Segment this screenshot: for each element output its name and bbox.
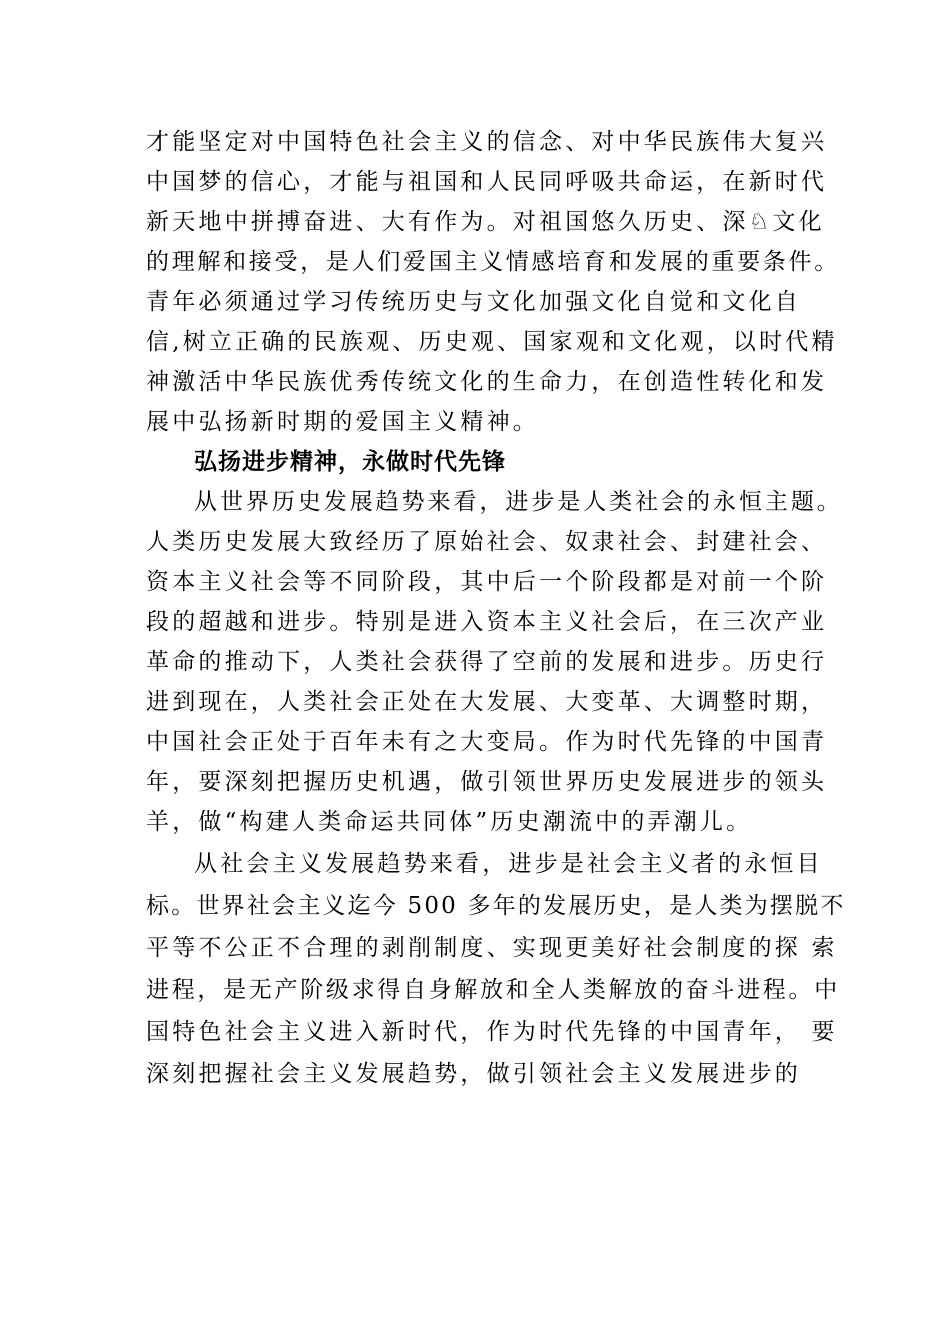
paragraph-3-line-3: 平等不公正不合理的剥削制度、实现更美好社会制度的探 索 — [146, 935, 838, 961]
paragraph-2-line-2: 人类历史发展大致经历了原始社会、奴隶社会、封建社会、 — [146, 529, 828, 555]
paragraph-1-line-4: 的理解和接受，是人们爱国主义情感培育和发展的重要条件。 — [146, 249, 840, 275]
paragraph-2-line-8: 年，要深刻把握历史机遇，做引领世界历史发展进步的领头 — [146, 769, 828, 795]
paragraph-1-line-2: 中国梦的信心，才能与祖国和人民同呼吸共命运，在新时代 — [146, 169, 828, 195]
paragraph-3-line-5: 国特色社会主义进入新时代，作为时代先锋的中国青年， 要 — [146, 1019, 838, 1045]
paragraph-1-line-8: 展中弘扬新时期的爱国主义精神。 — [146, 409, 539, 435]
paragraph-1-line-5: 青年必须通过学习传统历史与文化加强文化自觉和文化自 — [146, 289, 801, 315]
paragraph-3-line-6: 深刻把握社会主义发展趋势，做引领社会主义发展进步的 — [146, 1061, 801, 1087]
paragraph-2-line-4: 段的超越和进步。特别是进入资本主义社会后，在三次产业 — [146, 609, 828, 635]
paragraph-1-line-1: 才能坚定对中国特色社会主义的信念、对中华民族伟大复兴 — [146, 129, 828, 155]
paragraph-3-line-2: 标。世界社会主义迄今 500 多年的发展历史，是人类为摆脱不 — [146, 893, 846, 919]
paragraph-2-line-6: 进到现在，人类社会正处在大发展、大变革、大调整时期， — [146, 689, 828, 715]
paragraph-2-line-5: 革命的推动下，人类社会获得了空前的发展和进步。历史行 — [146, 649, 828, 675]
paragraph-1-line-7: 神激活中华民族优秀传统文化的生命力，在创造性转化和发 — [146, 369, 828, 395]
paragraph-2-line-1: 从世界历史发展趋势来看，进步是人类社会的永恒主题。 — [194, 489, 843, 515]
paragraph-2-line-9: 羊，做“构建人类命运共同体”历史潮流中的弄潮儿。 — [146, 809, 753, 835]
paragraph-3-line-1: 从社会主义发展趋势来看，进步是社会主义者的永恒目 — [194, 851, 823, 877]
paragraph-2-line-7: 中国社会正处于百年未有之大变局。作为时代先锋的中国青 — [146, 729, 828, 755]
paragraph-2-line-3: 资本主义社会等不同阶段，其中后一个阶段都是对前一个阶 — [146, 569, 828, 595]
paragraph-3-line-4: 进程，是无产阶级求得自身解放和全人类解放的奋斗进程。中 — [146, 977, 840, 1003]
section-heading: 弘扬进步精神，永做时代先锋 — [194, 449, 506, 475]
paragraph-1-line-6: 信,树立正确的民族观、历史观、国家观和文化观，以时代精 — [146, 329, 838, 355]
paragraph-1-line-3: 新天地中拼搏奋进、大有作为。对祖国悠久历史、深♘文化 — [146, 209, 825, 235]
